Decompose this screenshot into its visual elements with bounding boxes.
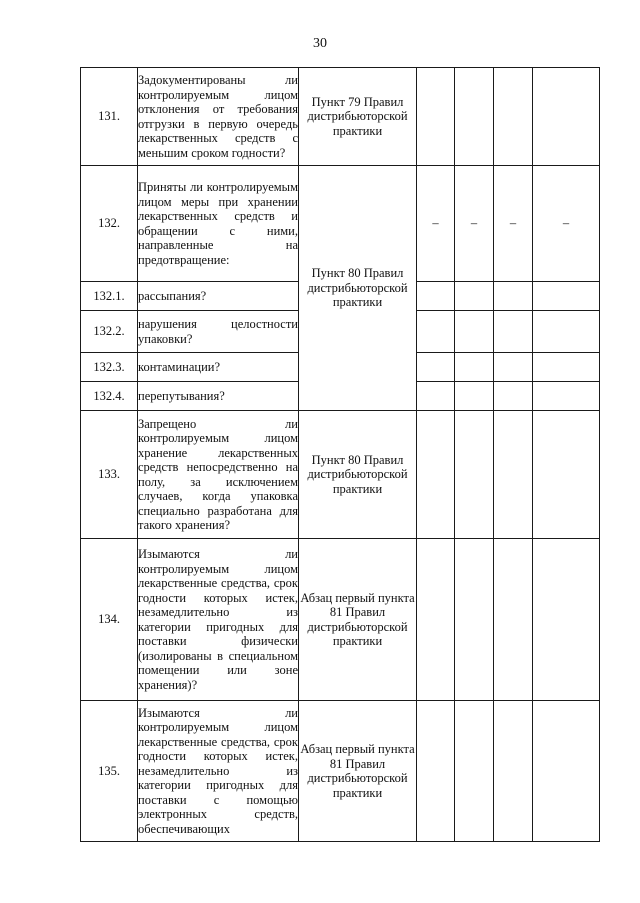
- reference-text: Абзац первый пункта 81 Правил дистрибьюторской практики: [299, 539, 417, 701]
- comment-cell[interactable]: [533, 353, 600, 382]
- comment-cell[interactable]: [533, 382, 600, 411]
- answer-no-cell[interactable]: [455, 311, 494, 353]
- answer-yes-cell[interactable]: [417, 701, 455, 842]
- item-number: 132.1.: [81, 282, 138, 311]
- answer-no-cell[interactable]: [455, 539, 494, 701]
- dash-mark: –: [417, 166, 455, 282]
- answer-na-cell[interactable]: [494, 701, 533, 842]
- item-number: 132.4.: [81, 382, 138, 411]
- question-text: Изымаются ли контролируемым лицом лекарственные средства, срок годности которых истек, незамедлительно из категории пригодных для поставки физически (изолированы в специальном помещении или зоне хранения)?: [138, 539, 299, 701]
- comment-cell[interactable]: [533, 539, 600, 701]
- answer-yes-cell[interactable]: [417, 411, 455, 539]
- question-text: нарушения целостности упаковки?: [138, 311, 299, 353]
- item-number: 132.: [81, 166, 138, 282]
- answer-yes-cell[interactable]: [417, 382, 455, 411]
- answer-no-cell[interactable]: [455, 282, 494, 311]
- dash-mark: –: [494, 166, 533, 282]
- answer-no-cell[interactable]: [455, 411, 494, 539]
- question-text: Изымаются ли контролируемым лицом лекарственные средства, срок годности которых истек, незамедлительно из категории пригодных для поставки с помощью электронных средств, обеспечивающих: [138, 701, 299, 842]
- item-number: 131.: [81, 68, 138, 166]
- page-number: 30: [313, 36, 327, 51]
- table-row: [81, 166, 600, 282]
- dash-mark: –: [455, 166, 494, 282]
- comment-cell[interactable]: [533, 68, 600, 166]
- answer-na-cell[interactable]: [494, 539, 533, 701]
- question-text: Запрещено ли контролируемым лицом хранение лекарственных средств непосредственно на полу, за исключением случаев, когда упаковка специально разработана для такого хранения?: [138, 411, 299, 539]
- question-text: Приняты ли контролируемым лицом меры при хранении лекарственных средств и обращении с ними, направленные на предотвращение:: [138, 166, 299, 282]
- answer-na-cell[interactable]: [494, 382, 533, 411]
- answer-yes-cell[interactable]: [417, 282, 455, 311]
- checklist-table: [80, 67, 600, 842]
- reference-text: Абзац первый пункта 81 Правил дистрибьюторской практики: [299, 701, 417, 842]
- item-number: 132.3.: [81, 353, 138, 382]
- reference-text: Пункт 79 Правил дистрибьюторской практики: [299, 68, 417, 166]
- answer-yes-cell[interactable]: [417, 311, 455, 353]
- answer-na-cell[interactable]: [494, 353, 533, 382]
- answer-na-cell[interactable]: [494, 311, 533, 353]
- answer-na-cell[interactable]: [494, 411, 533, 539]
- dash-mark: –: [533, 166, 600, 282]
- comment-cell[interactable]: [533, 282, 600, 311]
- table-row: [81, 701, 600, 842]
- reference-text: Пункт 80 Правил дистрибьюторской практики: [299, 166, 417, 411]
- table-row: [81, 68, 600, 166]
- answer-na-cell[interactable]: [494, 282, 533, 311]
- answer-no-cell[interactable]: [455, 382, 494, 411]
- comment-cell[interactable]: [533, 411, 600, 539]
- question-text: перепутывания?: [138, 382, 299, 411]
- question-text: Задокументированы ли контролируемым лицом отклонения от требования отгрузки в первую очередь лекарственных средств с меньшим сроком годности?: [138, 68, 299, 166]
- answer-yes-cell[interactable]: [417, 539, 455, 701]
- reference-text: Пункт 80 Правил дистрибьюторской практики: [299, 411, 417, 539]
- item-number: 132.2.: [81, 311, 138, 353]
- answer-no-cell[interactable]: [455, 701, 494, 842]
- question-text: рассыпания?: [138, 282, 299, 311]
- comment-cell[interactable]: [533, 311, 600, 353]
- item-number: 134.: [81, 539, 138, 701]
- answer-yes-cell[interactable]: [417, 353, 455, 382]
- table-row: [81, 411, 600, 539]
- item-number: 133.: [81, 411, 138, 539]
- answer-no-cell[interactable]: [455, 68, 494, 166]
- question-text: контаминации?: [138, 353, 299, 382]
- table-row: [81, 539, 600, 701]
- comment-cell[interactable]: [533, 701, 600, 842]
- item-number: 135.: [81, 701, 138, 842]
- answer-no-cell[interactable]: [455, 353, 494, 382]
- answer-yes-cell[interactable]: [417, 68, 455, 166]
- answer-na-cell[interactable]: [494, 68, 533, 166]
